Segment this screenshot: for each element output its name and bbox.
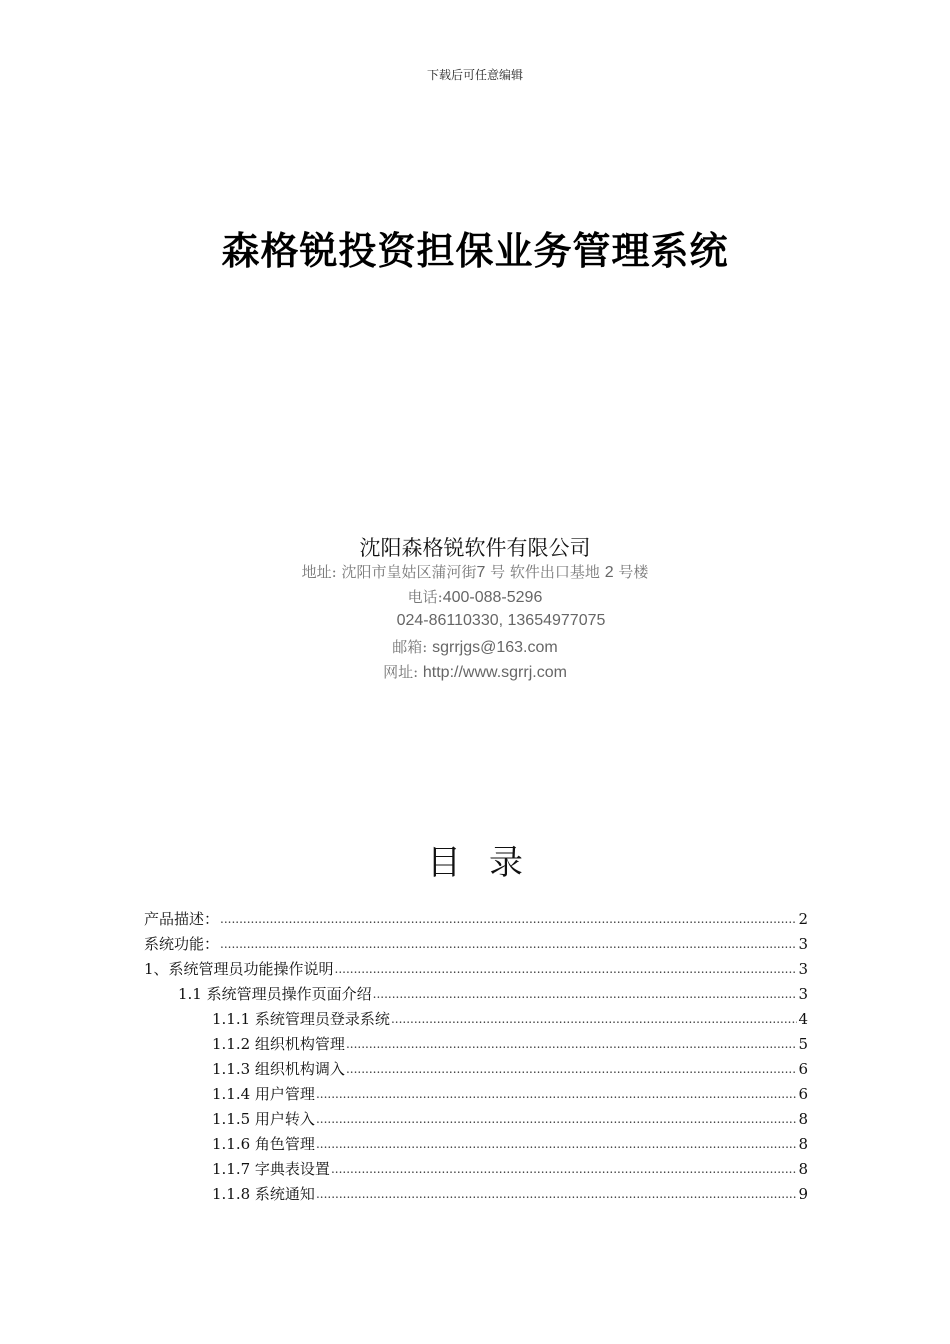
toc-dot-leader xyxy=(335,957,798,982)
toc-item-label: 1.1.7 字典表设置 xyxy=(212,1160,330,1178)
toc-dot-leader xyxy=(331,1157,798,1182)
company-email xyxy=(0,636,950,657)
toc-item-label: 1.1.5 用户转入 xyxy=(212,1110,315,1128)
phone-value-secondary: 024-86110330, 13654977075 xyxy=(396,612,606,629)
email-value: sgrrjgs@163.com xyxy=(432,639,558,656)
toc-item-label: 1.1.8 系统通知 xyxy=(212,1185,315,1203)
toc-dot-leader xyxy=(346,1057,798,1082)
toc-dot-leader xyxy=(316,1107,798,1132)
toc-item-page: 3 xyxy=(798,985,808,1003)
toc-dot-leader xyxy=(316,1082,798,1107)
company-name: 沈阳森格锐软件有限公司 xyxy=(359,536,591,560)
toc-dot-leader xyxy=(373,982,798,1007)
toc-item[interactable] xyxy=(144,1157,808,1182)
toc-item[interactable] xyxy=(144,1057,808,1082)
company-address xyxy=(0,561,950,582)
toc-item-page: 9 xyxy=(798,1185,808,1203)
toc-item-label: 产品描述： xyxy=(144,910,220,928)
toc-item[interactable] xyxy=(144,1107,808,1132)
toc-dot-leader xyxy=(316,1132,798,1157)
toc-item-page: 6 xyxy=(798,1085,808,1103)
toc-item-page: 4 xyxy=(798,1010,808,1028)
toc-item-page: 8 xyxy=(798,1110,808,1128)
website-label: 网址: xyxy=(383,663,423,681)
toc-item[interactable] xyxy=(144,982,808,1007)
toc-heading: 目录 xyxy=(427,843,551,883)
toc-item-page: 5 xyxy=(798,1035,808,1053)
toc-item-page: 6 xyxy=(798,1060,808,1078)
toc-dot-leader xyxy=(346,1032,798,1057)
toc-dot-leader xyxy=(220,907,797,932)
toc-item-label: 1.1 系统管理员操作页面介绍 xyxy=(178,985,372,1003)
phone-label: 电话: xyxy=(407,588,443,606)
phone-value: 400-088-5296 xyxy=(442,589,543,606)
toc-item[interactable] xyxy=(144,957,808,982)
toc-item[interactable] xyxy=(144,907,808,932)
address-number-1: 7 xyxy=(476,564,486,581)
address-label: 地址: xyxy=(301,563,337,581)
toc-item[interactable] xyxy=(144,1032,808,1057)
address-number-2: 2 xyxy=(604,564,614,581)
table-of-contents xyxy=(144,907,808,1207)
address-mid: 号 软件出口基地 xyxy=(485,563,605,581)
email-label: 邮箱: xyxy=(392,638,433,656)
toc-item-label: 1.1.3 组织机构调入 xyxy=(212,1060,345,1078)
company-phone-secondary xyxy=(0,611,950,630)
toc-item[interactable] xyxy=(144,1132,808,1157)
header-note: 下载后可任意编辑 xyxy=(426,68,523,82)
toc-item[interactable] xyxy=(144,1182,808,1207)
toc-item-label: 1、系统管理员功能操作说明 xyxy=(144,960,334,978)
toc-item-label: 1.1.6 角色管理 xyxy=(212,1135,315,1153)
toc-item[interactable] xyxy=(144,932,808,957)
toc-dot-leader xyxy=(391,1007,798,1032)
website-value: http://www.sgrrj.com xyxy=(422,664,567,681)
toc-dot-leader xyxy=(316,1182,798,1207)
toc-item-page: 8 xyxy=(798,1160,808,1178)
toc-item-label: 1.1.1 系统管理员登录系统 xyxy=(212,1010,390,1028)
toc-item[interactable] xyxy=(144,1007,808,1032)
company-website xyxy=(0,661,950,682)
address-value: 沈阳市皇姑区蒲河街 xyxy=(336,563,477,581)
toc-item-page: 3 xyxy=(798,960,808,978)
toc-item-page: 3 xyxy=(798,935,808,953)
address-end: 号楼 xyxy=(613,563,649,581)
toc-item-page: 8 xyxy=(798,1135,808,1153)
toc-item-label: 1.1.2 组织机构管理 xyxy=(212,1035,345,1053)
toc-item-label: 1.1.4 用户管理 xyxy=(212,1085,315,1103)
company-phone xyxy=(0,586,950,607)
toc-item-label: 系统功能： xyxy=(144,935,220,953)
toc-dot-leader xyxy=(220,932,797,957)
toc-item-page: 2 xyxy=(798,910,808,928)
document-title: 森格锐投资担保业务管理系统 xyxy=(221,229,729,273)
toc-item[interactable] xyxy=(144,1082,808,1107)
